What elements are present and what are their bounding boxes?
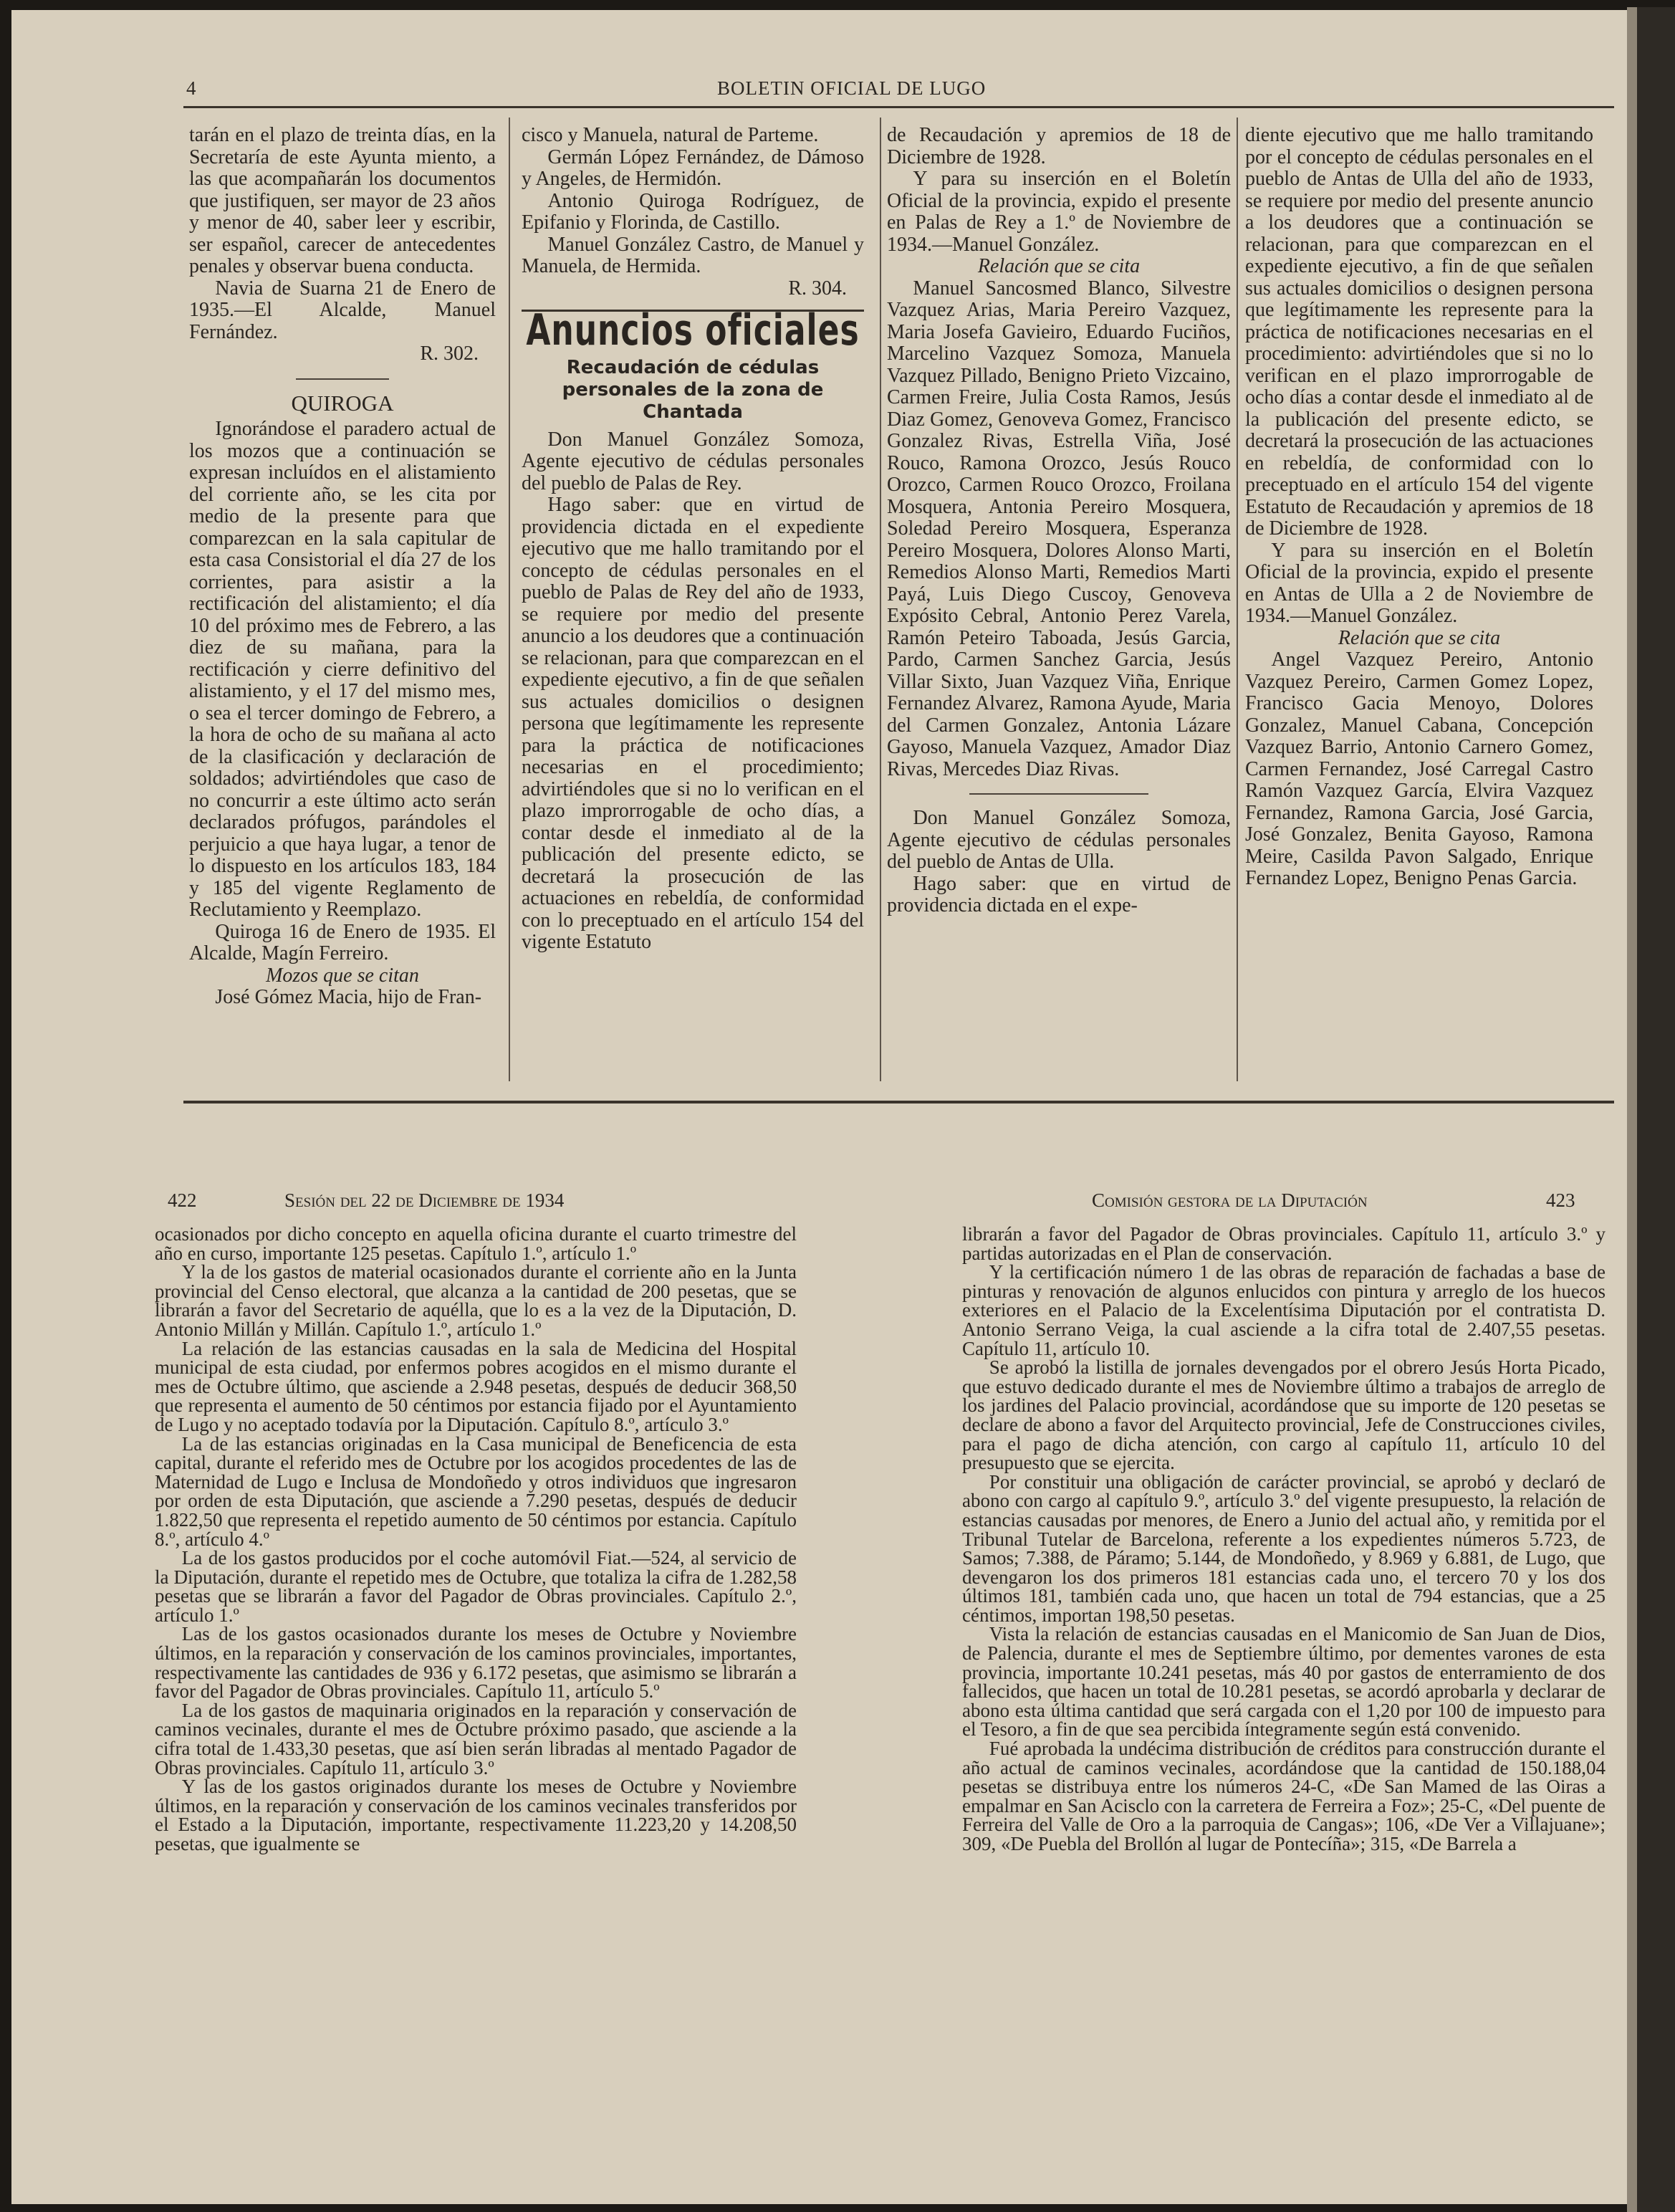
page-edge-shadow [1627,7,1637,2212]
paragraph: Navia de Suarna 21 de Enero de 1935.—El Alcalde, Manuel Fernández. [189,277,496,343]
paragraph: Quiroga 16 de Enero de 1935. El Alcalde, Magín Ferreiro. [189,920,496,964]
column-divider [509,118,510,1081]
paragraph: Por constituir una obligación de carácter provincial, se aprobó y declaró de abono con cargo al capítulo 9.º, artículo 3.º del vigente presupuesto, la relación de estancias causadas por menores, de Enero a Junio del actual año, y remitida por el Tribunal Tutelar de Barcelona, referente a los expedientes números 5.723, de Samos; 7.388, de Páramo; 5.144, de Mondoñedo, y 8.969 y 6.881, de Lugo, que devengaron los dos primeros 181 estancias cada uno, el tercero 70 y los dos últimos 181, también cada uno, que hacen un total de 794 estancias, que a 25 céntimos, importan 198,50 pesetas. [962,1470,1606,1626]
top-page-title: BOLETIN OFICIAL DE LUGO [717,77,987,99]
scanned-document [11,10,1627,2204]
section-heading: QUIROGA [291,390,394,416]
reference-number: R. 304. [788,277,847,300]
paragraph: Hago saber: que en virtud de providencia dictada en el expe- [887,872,1231,916]
paragraph: La relación de las estancias causadas en la sala de Medicina del Hospital municipal de esta ciudad, por enfermos pobres acogidos en el mismo durante el mes de Octubre último, que asciende a 2.948 pesetas, después de deducir 368,50 que representa el aumento de 50 céntimos por estancia fijado por el Ayuntamiento de Lugo y no aceptado todavía por la Diputación. Capítulo 8.º, artículo 3.º [155,1337,797,1435]
paragraph: Manuel Sancosmed Blanco, Silvestre Vazquez Arias, Maria Pereiro Vazquez, Maria Josefa Gavieiro, Eduardo Fuciños, Marcelino Vazquez Somoza, Manuela Vazquez Pillado, Benigno Prieto Vizcaino, Carmen Freire, Julia Costa Ramos, Jesús Diaz Gomez, Genoveva Gomez, Francisco Gonzalez Rivas, Estrella Viña, José Rouco, Ramona Orozco, Jesús Rouco Orozco, Carmen Rouco Orozco, Froilana Mosquera, Antonia Pereiro Mosquera, Soledad Pereiro Mosquera, Esperanza Pereiro Mosquera, Dolores Alonso Marti, Remedios Alonso Marti, Remedios Marti Payá, Luis Diego Cuscoy, Genoveva Expósito Cebral, Antonio Perez Varela, Ramón Peteiro Taboada, Jesús Garcia, Pardo, Carmen Sanchez Garcia, Jesús Villar Sixto, Juan Vazquez Viña, Enrique Fernandez Alvarez, Ramona Ayude, Maria del Carmen Gonzalez, Antonia Lázare Gayoso, Manuela Vazquez, Amador Diaz Rivas, Mercedes Diaz Rivas. [887,277,1231,780]
paragraph: Las de los gastos ocasionados durante los meses de Octubre y Noviembre últimos, en la reparación y conservación de los caminos provinciales, importantes, respectivamente las cantidades de 936 y 6.172 pesetas, que asimismo se librarán a favor del Pagador de Obras provinciales. Capítulo 11, artículo 5.º [155,1623,797,1703]
paragraph: José Gómez Macia, hijo de Fran- [215,986,482,1008]
top-page-number: 4 [186,77,196,99]
paragraph: Y para su inserción en el Boletín Oficial de la provincia, expido el presente en Antas de Ulla a 2 de Noviembre de 1934.—Manuel González. [1245,539,1593,627]
top-column-2 [522,125,864,1085]
left-running-title: Sesión del 22 de Diciembre de 1934 [284,1189,565,1211]
subheading: Relación que se cita [977,255,1141,277]
subheading: Mozos que se citan [266,964,419,987]
paragraph: La de los gastos producidos por el coche automóvil Fiat.—524, al servicio de la Diputación, durante el repetido mes de Octubre, que totaliza la cifra de 1.282,58 pesetas que se librarán a favor del Pagador de Obras provinciales. Capítulo 2.º, artículo 1.º [155,1547,797,1626]
bottom-column-left [155,1225,797,2201]
paragraph: Y las de los gastos originados durante los meses de Octubre y Noviembre últimos, en la reparación y conservación de los caminos vecinales transferidos por el Estado a la Diputación, importante, respectivamente 11.223,20 y 14.208,50 pesetas, que igualmente se [155,1776,797,1854]
paragraph: Vista la relación de estancias causadas en el Manicomio de San Juan de Dios, de Palencia, durante el mes de Septiembre último, por dementes varones de esta provincia, importante 10.241 pesetas, más 40 por gastos de enterramiento de dos fallecidos, que hacen un total de 10.281 pesetas, se acordó aprobarla y declarar de abono esta última cantidad que será cargada con el 1,20 por 100 de impuesto para el Tesoro, a fin de que sea percibida íntegramente según está convenido. [962,1623,1606,1741]
paragraph: La de los gastos de maquinaria originados en la reparación y conservación de caminos vecinales, durante el mes de Octubre próximo pasado, que asciende a la cifra total de 1.433,30 pesetas, que así bien serán libradas al mentado Pagador de Obras provinciales. Capítulo 11, artículo 3.º [155,1699,797,1778]
reference-number: R. 302. [420,343,479,365]
notice-heading: Recaudación de cédulas personales de la zona de Chantada [562,356,824,423]
paragraph: tarán en el plazo de treinta días, en la Secretaría de este Ayunta miento, a las que acompañarán los documentos que justifiquen, ser mayor de 23 años y menor de 40, saber leer y escribir, ser español, carecer de antecedentes penales y observar buena conducta. [189,125,496,277]
paragraph: Y para su inserción en el Boletín Oficial de la provincia, expido el presente en Palas de Rey a 1.º de Noviembre de 1934.—Manuel González. [887,168,1231,256]
paragraph: Ignorándose el paradero actual de los mozos que a continuación se expresan incluídos en el alistamiento del corriente año, se les cita por medio de la presente para que comparezcan en la sala capitular de esta casa Consistorial el día 27 de los corrientes, para asistir a la rectificación del alistamiento; el día 10 del próximo mes de Febrero, a las diez de su mañana, para la rectificación y cierre definitivo del alistamiento, y el 17 del mismo mes, o sea el tercer domingo de Febrero, a la hora de ocho de su mañana al acto de la clasificación y declaración de soldados; advirtiéndoles que caso de no concurrir a este último acto serán declarados prófugos, parándoles el perjuicio a que haya lugar, a tenor de lo dispuesto en los artículos 183, 184 y 185 del vigente Reglamento de Reclutamiento y Reemplazo. [189,418,496,921]
right-page-number: 423 [1546,1189,1575,1211]
section-divider [969,793,1148,795]
paragraph: La de las estancias originadas en la Casa municipal de Beneficencia de esta capital, durante el referido mes de Octubre por los acogidos procedentes de las de Maternidad de Lugo e Inclusa de Mondoñedo y otros individuos que ingresaron por orden de esta Diputación, que asciende a 7.290 pesetas, después de deducir 1.822,50 que representa el repetido aumento de 50 céntimos por estancia. Capítulo 8.º, artículo 4.º [155,1432,797,1550]
section-banner: Anuncios oficiales [526,305,860,355]
column-divider [1237,118,1238,1081]
subheading: Relación que se cita [1338,626,1501,649]
paragraph: Y la de los gastos de material ocasionados durante el corriente año en la Junta provincial del Censo electoral, que alcanza a la cantidad de 200 pesetas, que se librarán a favor del Secretario de aquélla, que lo es a la vez de la Diputación, D. Antonio Millán y Millán. Capítulo 1.º, artículo 1.º [155,1261,797,1340]
section-divider [296,378,389,380]
bottom-rule [183,1101,1614,1103]
paragraph: ocasionados por dicho concepto en aquella oficina durante el cuarto trimestre del año en curso, importante 125 pesetas. Capítulo 1.º, artículo 1.º [155,1225,797,1264]
paragraph: cisco y Manuela, natural de Parteme. [522,125,819,146]
paragraph: Germán López Fernández, de Dámoso y Angeles, de Hermidón. [522,145,864,190]
paragraph: Antonio Quiroga Rodríguez, de Epifanio y Florinda, de Castillo. [522,189,864,234]
paragraph: Hago saber: que en virtud de providencia dictada en el expediente ejecutivo que me hallo tramitando por el concepto de cédulas personales en el pueblo de Palas de Rey del año de 1933, se requiere por medio del presente anuncio a los deudores que a continuación se relacionan, para que comparezcan en el expediente ejecutivo, a fin de que señalen sus actuales domicilios o designen persona que legítimamente les represente para la práctica de notificaciones necesarias en el procedimiento; advirtiéndoles que si no lo verifican en el plazo improrrogable de ocho días, a contar desde el inmediato al de la publicación del presente edicto, se decretará la prosecución de las actuaciones en rebeldía, de conformidad con lo preceptuado en el artículo 154 del vigente Estatuto [522,494,864,953]
paragraph: Y la certificación número 1 de las obras de reparación de fachadas a base de pinturas y renovación de algunos enlucidos con pintura y arreglo de los huecos exteriores en el Palacio de la Excelentísima Diputación por el contratista D. Antonio Serrano Veiga, la cual asciende a la cifra total de 2.407,55 pesetas. Capítulo 11, artículo 10. [962,1261,1606,1359]
paragraph: Se aprobó la listilla de jornales devengados por el obrero Jesús Horta Picado, que estuvo dedicado durante el mes de Noviembre último a trabajos de arreglo de los jardines del Palacio provincial, acordándose que su importe de 120 pesetas se declare de abono a favor del Arquitecto provincial, Jefe de Construcciones civiles, para el pago de dicha atención, con cargo al capítulo 11, artículo 10 del presupuesto que se ejercita. [962,1356,1606,1474]
column-divider [880,118,881,1081]
paragraph: Fué aprobada la undécima distribución de créditos para construcción durante el año actual de caminos vecinales, acordándose que la cantidad de 150.188,04 pesetas se distribuya entre los números 24-C, «De San Mamed de las Oiras a empalmar en San Acisclo con la carretera de Ferreira a Foz»; 25-C, «Del puente de Ferreira del Valle de Oro a la parroquia de Cangas»; 106, «De Ver a Villajuane»; 309, «De Puebla del Brollón al lugar de Pontecíña»; 315, «De Barrela a [962,1738,1606,1854]
right-running-title: Comisión gestora de la Diputación [1092,1189,1368,1211]
bottom-page [11,1117,1627,2204]
paragraph: Angel Vazquez Pereiro, Antonio Vazquez Pereiro, Carmen Gomez Lopez, Francisco Gacia Menoyo, Dolores Gonzalez, Manuel Cabana, Concepción Vazquez Barrio, Antonio Carnero Gomez, Carmen Fernandez, José Carregal Castro Ramón Vazquez García, Elvira Vazquez Fernandez, Ramona Garcia, José Garcia, José Gonzalez, Benita Gayoso, Ramona Meire, Casilda Pavon Salgado, Enrique Fernandez Lopez, Benigno Penas Garcia. [1245,648,1593,889]
top-column-3 [887,125,1231,1085]
header-rule [183,106,1614,108]
paragraph: Don Manuel González Somoza, Agente ejecutivo de cédulas personales del pueblo de Antas de Ulla. [887,807,1231,873]
top-column-1 [189,125,496,1085]
paragraph: diente ejecutivo que me hallo tramitando por el concepto de cédulas personales en el pueblo de Antas de Ulla del año de 1933, se requiere por medio del presente anuncio a los deudores que a continuación se relacionan, para que comparezcan en el expediente ejecutivo, a fin de que señalen sus actuales domicilios o designen persona que legítimamente les represente para la práctica de notificaciones necesarias en el procedimiento: advirtiéndoles que si no lo verifican en el plazo improrrogable de ocho días a contar desde el inmediato al de la publicación del presente edicto, se decretará la prosecución de las actuaciones en rebeldía, de conformidad con lo preceptuado en el artículo 154 del vigente Estatuto de Recaudación y apremios de 18 de Diciembre de 1928. [1245,125,1593,540]
left-page-number: 422 [168,1189,197,1211]
paragraph: librarán a favor del Pagador de Obras provinciales. Capítulo 11, artículo 3.º y partidas autorizadas en el Plan de conservación. [962,1225,1606,1264]
paragraph: de Recaudación y apremios de 18 de Diciembre de 1928. [887,125,1231,168]
top-column-4 [1245,125,1593,1085]
top-page [11,10,1627,1106]
paragraph: Manuel González Castro, de Manuel y Manuela, de Hermida. [522,233,864,277]
paragraph: Don Manuel González Somoza, Agente ejecutivo de cédulas personales del pueblo de Palas de Rey. [522,428,864,494]
bottom-column-right [962,1225,1606,2201]
